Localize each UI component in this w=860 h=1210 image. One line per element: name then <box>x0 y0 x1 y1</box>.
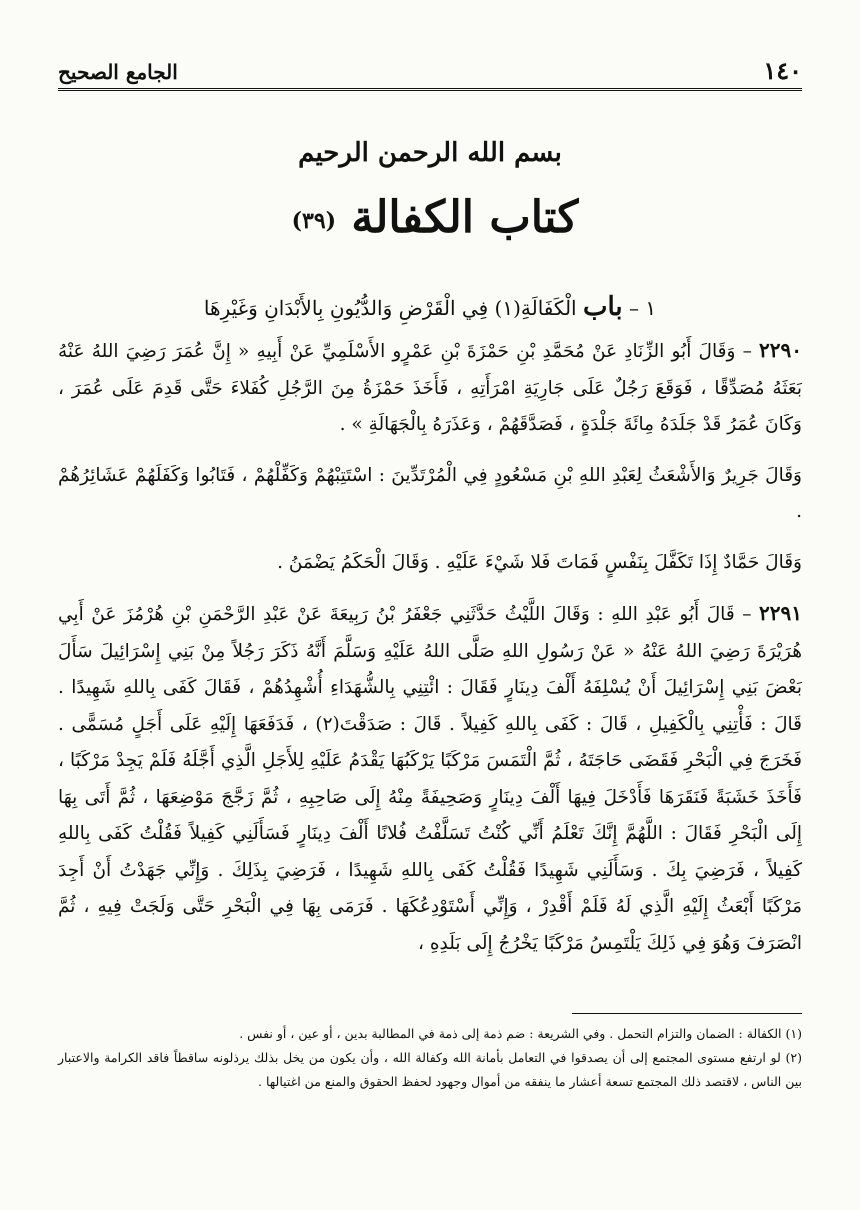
paragraph-text: – وَقَالَ أَبُو الزِّنَادِ عَنْ مُحَمَّدِ بْنِ حَمْزَةَ بْنِ عَمْرٍو الأَسْلَمِيِّ عَنْ أَبِيهِ « إِنَّ عُمَرَ رَضِيَ اللهُ عَنْهُ بَعَثَهُ مُصَدِّقًا ، فَوَقَعَ رَجُلٌ عَلَى جَارِيَةِ امْرَأَتِهِ ، فَأَخَذَ حَمْزَةُ مِنَ الرَّجُلِ كُفَلاءَ حَتَّى قَدِمَ عَلَى عُمَرَ ، وَكَانَ عُمَرُ قَدْ جَلَدَهُ مِائَةَ جَلْدَةٍ ، فَصَدَّقَهُمْ ، وَعَذَرَهُ بِالْجَهَالَةِ » . <box>58 341 802 435</box>
book-number: (٣٩) <box>291 207 337 234</box>
page-number: ١٤٠ <box>763 56 802 85</box>
commentary-paragraph <box>58 545 802 582</box>
book-title: كتاب الكفالة <box>351 192 579 243</box>
book-heading <box>0 192 860 243</box>
commentary-paragraph <box>58 458 802 531</box>
chapter-number: ١ – <box>628 296 657 320</box>
running-title: الجامع الصحيح <box>58 60 178 84</box>
basmala: بسم الله الرحمن الرحيم <box>298 138 562 168</box>
chapter-bab-label: باب <box>582 292 623 322</box>
footnote-2: (٢) لو ارتفع مستوى المجتمع إلى أن يصدقوا في التعامل بأمانة الله وكفالة الله ، وأن يكون من يخل بذلك يرذلونه ساقطاً فاقد الكرامة والاعتبار بين الناس ، لاقتصد ذلك المجتمع تسعة أعشار ما ينفقه من أموال وجهود لحفظ الحقوق والمنع من اغتيالها . <box>58 1050 802 1089</box>
running-header <box>58 50 802 91</box>
chapter-title: الْكَفَالَةِ(١) فِي الْقَرْضِ وَالدُّيُونِ بِالأَبْدَانِ وَغَيْرِهَا <box>203 296 577 320</box>
footnotes <box>58 1022 802 1094</box>
hadith-number: ٢٢٩٠ <box>759 338 802 362</box>
main-text <box>58 332 802 962</box>
paragraph-text: وَقَالَ حَمَّادٌ إِذَا تَكَفَّلَ بِنَفْسٍ فَمَاتَ فَلا شَيْءَ عَلَيْهِ . وَقَالَ الْحَكَمُ يَضْمَنُ . <box>277 551 802 573</box>
paragraph-text: – قَالَ أَبُو عَبْدِ اللهِ : وَقَالَ اللَّيْثُ حَدَّثَنِي جَعْفَرُ بْنُ رَبِيعَةَ عَنْ عَبْدِ الرَّحْمَنِ بْنِ هُرْمُزَ عَنْ أَبِي هُرَيْرَةَ رَضِيَ اللهُ عَنْهُ « عَنْ رَسُولِ اللهِ صَلَّى اللهُ عَلَيْهِ وَسَلَّمَ أَنَّهُ ذَكَرَ رَجُلاً مِنْ بَنِي إِسْرَائِيلَ سَأَلَ بَعْضَ بَنِي إِسْرَائِيلَ أَنْ يُسْلِفَهُ أَلْفَ دِينَارٍ فَقَالَ : ائْتِنِي بِالشُّهَدَاءِ أُشْهِدُهُمْ ، فَقَالَ كَفَى بِاللهِ شَهِيدًا . قَالَ : فَأْتِنِي بِالْكَفِيلِ ، قَالَ : كَفَى بِاللهِ كَفِيلاً . قَالَ : صَدَقْتَ(٢) ، فَدَفَعَهَا إِلَيْهِ عَلَى أَجَلٍ مُسَمًّى . فَخَرَجَ فِي الْبَحْرِ فَقَضَى حَاجَتَهُ ، ثُمَّ الْتَمَسَ مَرْكَبًا يَرْكَبُهَا يَقْدَمُ عَلَيْهِ لِلأَجَلِ الَّذِي أَجَّلَهُ فَلَمْ يَجِدْ مَرْكَبًا ، فَأَخَذَ خَشَبَةً فَنَقَرَهَا فَأَدْخَلَ فِيهَا أَلْفَ دِينَارٍ وَصَحِيفَةً مِنْهُ إِلَى صَاحِبِهِ ، ثُمَّ زَجَّجَ مَوْضِعَهَا ، ثُمَّ أَتَى بِهَا إِلَى الْبَحْرِ فَقَالَ : اللَّهُمَّ إِنَّكَ تَعْلَمُ أَنِّي كُنْتُ تَسَلَّفْتُ فُلانًا أَلْفَ دِينَارٍ فَسَأَلَنِي كَفِيلاً فَقُلْتُ كَفَى بِاللهِ كَفِيلاً ، فَرَضِيَ بِكَ . وَسَأَلَنِي شَهِيدًا فَقُلْتُ كَفَى بِاللهِ شَهِيدًا ، فَرَضِيَ بِذَلِكَ . وَإِنِّي جَهَدْتُ أَنْ أَجِدَ مَرْكَبًا أَبْعَثُ إِلَيْهِ الَّذِي لَهُ فَلَمْ أَقْدِرْ ، وَإِنِّي أَسْتَوْدِعُكَهَا . فَرَمَى بِهَا فِي الْبَحْرِ حَتَّى وَلَجَتْ فِيهِ ، ثُمَّ انْصَرَفَ وَهُوَ فِي ذَلِكَ يَلْتَمِسُ مَرْكَبًا يَخْرُجُ إِلَى بَلَدِهِ ، <box>58 604 802 954</box>
footnote-divider <box>572 1013 802 1014</box>
chapter-heading <box>0 292 860 322</box>
hadith-paragraph <box>58 332 802 444</box>
footnote-1: (١) الكفالة : الضمان والتزام التحمل . وفي الشريعة : ضم ذمة إلى ذمة في المطالبة بدين ، أو عين ، أو نفس . <box>239 1026 802 1041</box>
hadith-paragraph <box>58 595 802 962</box>
paragraph-text: وَقَالَ جَرِيرٌ وَالأَشْعَثُ لِعَبْدِ اللهِ بْنِ مَسْعُودٍ فِي الْمُرْتَدِّينَ : اسْتَتِبْهُمْ وَكَفِّلْهُمْ ، فَتَابُوا وَكَفَلَهُمْ عَشَائِرُهُمْ . <box>58 464 802 522</box>
hadith-number: ٢٢٩١ <box>759 601 802 625</box>
